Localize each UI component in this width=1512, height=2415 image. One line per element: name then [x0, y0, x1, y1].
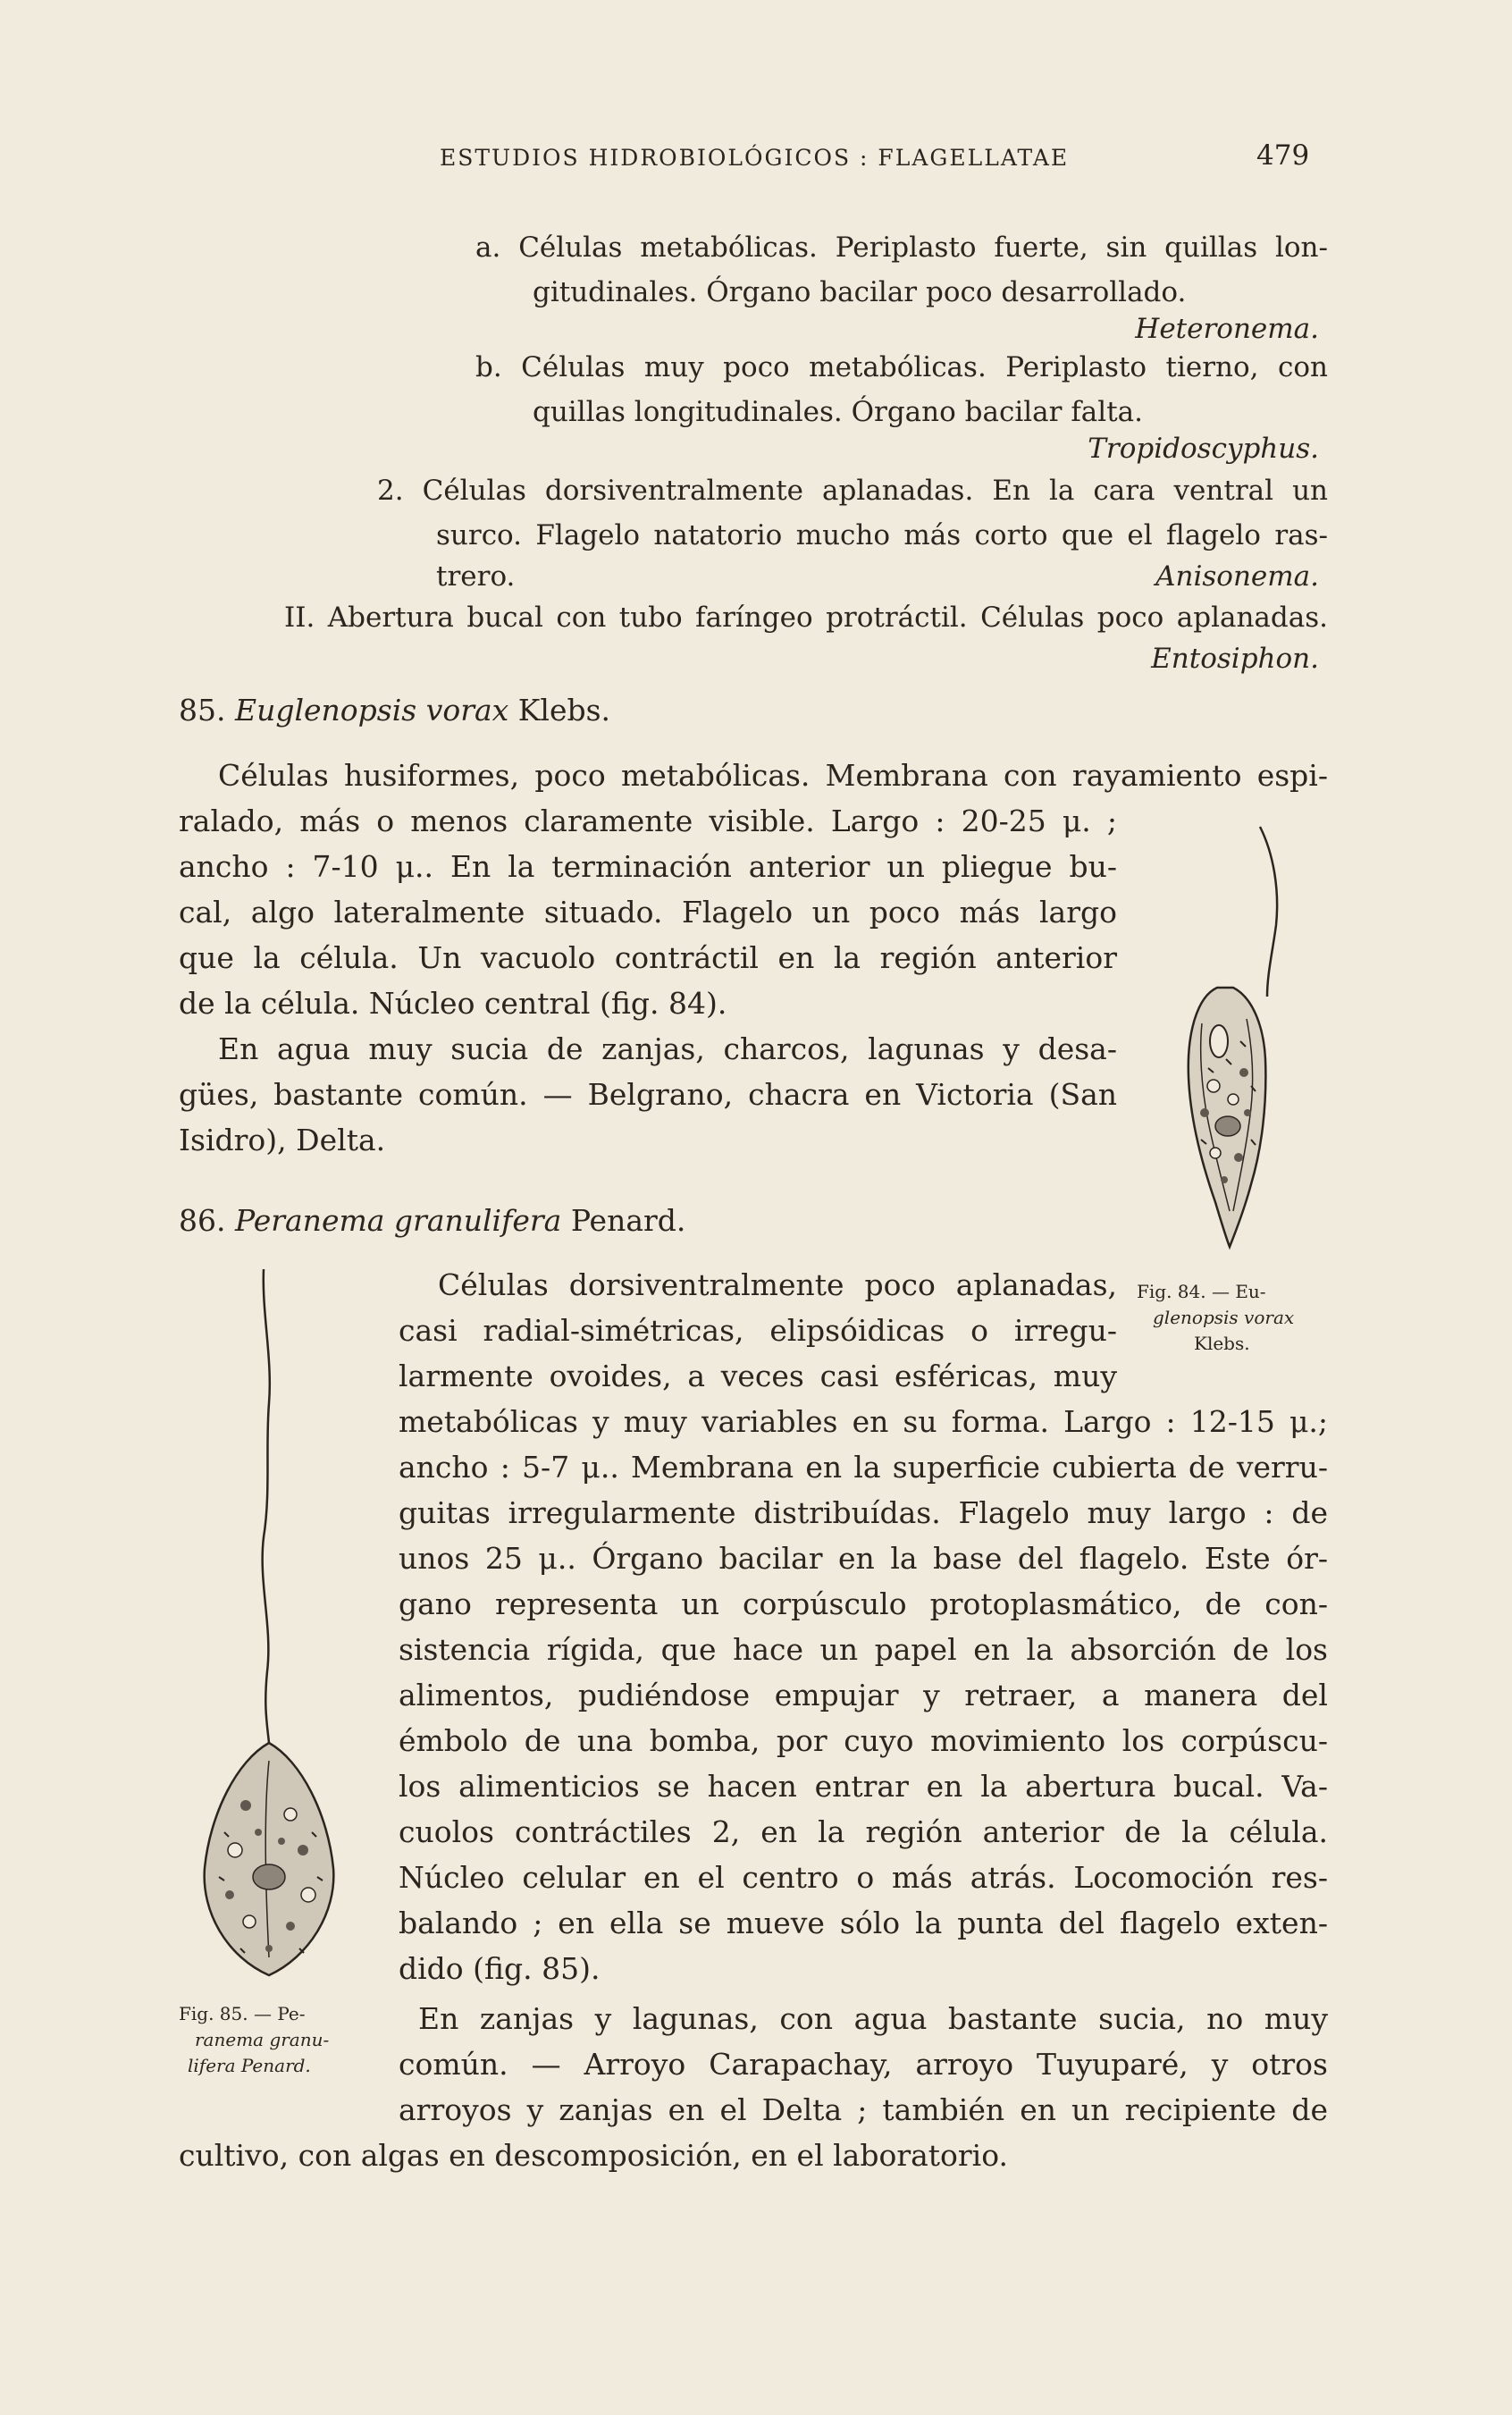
- figure-84-illustration: [1162, 818, 1296, 1265]
- key-b-line1: b. Células muy poco metabólicas. Periplasto tierno, con: [475, 351, 1328, 383]
- key-2-line2: surco. Flagelo natatorio mucho más corto que el flagelo ras-: [436, 519, 1328, 551]
- species-85-line: Isidro), Delta.: [179, 1123, 386, 1157]
- species-86-line: En zanjas y lagunas, con agua bastante sucia, no muy: [418, 2001, 1328, 2036]
- species-86-line: común. — Arroyo Carapachay, arroyo Tuyuparé, y otros: [399, 2047, 1328, 2082]
- species-86-line: cultivo, con algas en descomposición, en el laboratorio.: [179, 2138, 1009, 2173]
- species-86-line: larmente ovoides, a veces casi esféricas, muy: [399, 1359, 1117, 1393]
- key-2-line1: 2. Células dorsiventralmente aplanadas. En la cara ventral un: [377, 475, 1328, 507]
- species-86-line: unos 25 μ.. Órgano bacilar en la base del flagelo. Este ór-: [399, 1541, 1328, 1576]
- species-85-line: En agua muy sucia de zanjas, charcos, lagunas y desa-: [218, 1031, 1117, 1066]
- species-86-line: dido (fig. 85).: [399, 1951, 601, 1986]
- running-header: ESTUDIOS HIDROBIOLÓGICOS : FLAGELLATAE: [440, 145, 1070, 171]
- species-86-line: los alimenticios se hacen entrar en la abertura bucal. Va-: [399, 1769, 1328, 1804]
- species-86-name: Peranema granulifera: [234, 1203, 562, 1238]
- species-86-line: guitas irregularmente distribuídas. Flagelo muy largo : de: [399, 1495, 1328, 1530]
- species-86-number: 86.: [179, 1203, 226, 1238]
- species-85-author: Klebs.: [517, 693, 611, 728]
- page-number: 479: [1256, 139, 1310, 172]
- species-86-line: cuolos contráctiles 2, en la región anterior de la célula.: [399, 1814, 1328, 1849]
- species-86-line: casi radial-simétricas, elipsóidicas o irregu-: [399, 1313, 1117, 1348]
- species-86-line: émbolo de una bomba, por cuyo movimiento los corpúscu-: [399, 1723, 1328, 1758]
- species-85-name: Euglenopsis vorax: [234, 693, 509, 728]
- key-II-result: Entosiphon.: [1151, 643, 1319, 675]
- key-b-line2: quillas longitudinales. Órgano bacilar falta.: [533, 396, 1143, 428]
- figure-85-caption-line1: Fig. 85. — Pe-: [179, 2003, 306, 2024]
- key-a-result: Heteronema.: [1135, 313, 1319, 345]
- figure-84-caption-line1: Fig. 84. — Eu-: [1137, 1281, 1266, 1302]
- species-86-line: Células dorsiventralmente poco aplanadas,: [438, 1267, 1117, 1302]
- species-85-number: 85.: [179, 693, 226, 728]
- species-85-line: ralado, más o menos claramente visible. Largo : 20-25 μ. ;: [179, 804, 1117, 838]
- key-a-line2: gitudinales. Órgano bacilar poco desarrollado.: [533, 276, 1187, 308]
- species-85-line: que la célula. Un vacuolo contráctil en la región anterior: [179, 940, 1117, 975]
- species-86-line: sistencia rígida, que hace un papel en la absorción de los: [399, 1632, 1328, 1667]
- species-86-line: alimentos, pudiéndose empujar y retraer, a manera del: [399, 1678, 1328, 1712]
- species-85-line: Células husiformes, poco metabólicas. Membrana con rayamiento espi-: [218, 758, 1328, 793]
- species-85-line: de la célula. Núcleo central (fig. 84).: [179, 986, 727, 1021]
- species-85-line: cal, algo lateralmente situado. Flagelo un poco más largo: [179, 895, 1117, 930]
- figure-85-caption-line2: ranema granu-: [195, 2029, 330, 2050]
- figure-85-illustration: [183, 1260, 362, 1993]
- species-86-heading: [179, 1203, 685, 1238]
- species-86-line: Núcleo celular en el centro o más atrás. Locomoción res-: [399, 1860, 1328, 1895]
- species-86-author: Penard.: [570, 1203, 686, 1238]
- key-II-line1: II. Abertura bucal con tubo faríngeo protráctil. Células poco aplanadas.: [284, 602, 1328, 634]
- species-86-line: gano representa un corpúsculo protoplasmático, de con-: [399, 1586, 1328, 1621]
- key-b-result: Tropidoscyphus.: [1088, 433, 1319, 465]
- figure-84-caption-line3: Klebs.: [1194, 1333, 1250, 1354]
- species-86-line: balando ; en ella se mueve sólo la punta del flagelo exten-: [399, 1906, 1328, 1940]
- species-85-line: ancho : 7-10 μ.. En la terminación anterior un pliegue bu-: [179, 849, 1117, 884]
- key-2-line3: trero.: [436, 560, 516, 593]
- species-85-line: gües, bastante común. — Belgrano, chacra en Victoria (San: [179, 1077, 1117, 1112]
- species-86-line: arroyos y zanjas en el Delta ; también en un recipiente de: [399, 2092, 1328, 2127]
- species-86-line: metabólicas y muy variables en su forma. Largo : 12-15 μ.;: [399, 1404, 1328, 1439]
- figure-84-caption-line2: glenopsis vorax: [1153, 1307, 1295, 1328]
- species-85-heading: [179, 693, 610, 728]
- key-a-line1: a. Células metabólicas. Periplasto fuerte, sin quillas lon-: [475, 231, 1328, 264]
- species-86-line: ancho : 5-7 μ.. Membrana en la superficie cubierta de verru-: [399, 1450, 1328, 1485]
- figure-85-caption-line3: lifera Penard.: [188, 2055, 311, 2076]
- key-2-result: Anisonema.: [1155, 560, 1319, 593]
